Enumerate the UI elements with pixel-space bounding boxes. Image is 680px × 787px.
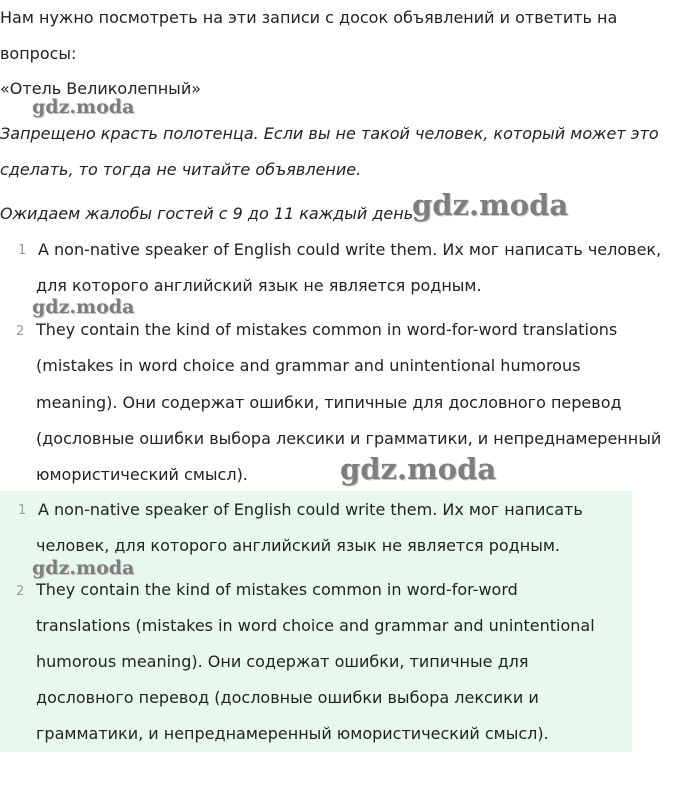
- watermark: gdz.moda: [340, 452, 497, 486]
- notice-line-1: Запрещено красть полотенца. Если вы не такой человек, который может это: [0, 124, 659, 143]
- watermark: gdz.moda: [32, 296, 135, 318]
- answer-number: 2: [16, 584, 25, 599]
- watermark: gdz.moda: [32, 96, 135, 118]
- hotel-name: «Отель Великолепный»: [0, 79, 201, 98]
- notice-line-2: сделать, то тогда не читайте объявление.: [0, 160, 362, 179]
- notice-line-3: Ожидаем жалобы гостей с 9 до 11 каждый день.: [0, 204, 419, 223]
- answer-2-line-2: translations (mistakes in word choice and grammar and unintentional: [36, 616, 595, 635]
- watermark: gdz.moda: [32, 557, 135, 579]
- answer-1-line-1: A non-native speaker of English could write them. Их мог написать человек,: [38, 240, 662, 259]
- answer-2-line-1: They contain the kind of mistakes common in word-for-word translations: [36, 320, 618, 339]
- answer-2-line-5: грамматики, и непреднамеренный юмористический смысл).: [36, 724, 549, 743]
- intro-line-2: вопросы:: [0, 44, 77, 63]
- answer-2-line-3: humorous meaning). Они содержат ошибки, типичные для: [36, 652, 529, 671]
- answer-1-line-2: человек, для которого английский язык не является родным.: [36, 536, 560, 555]
- answer-1-line-1: A non-native speaker of English could write them. Их мог написать: [38, 500, 583, 519]
- answer-2-line-1: They contain the kind of mistakes common in word-for-word: [36, 580, 518, 599]
- answer-2-line-3: meaning). Они содержат ошибки, типичные для дословного перевод: [36, 393, 622, 412]
- answer-number: 1: [18, 503, 27, 518]
- answer-1-line-2: для которого английский язык не является родным.: [36, 276, 482, 295]
- intro-line-1: Нам нужно посмотреть на эти записи с досок объявлений и ответить на: [0, 8, 618, 27]
- answer-2-line-2: (mistakes in word choice and grammar and unintentional humorous: [36, 356, 581, 375]
- answer-2-line-4: дословного перевод (дословные ошибки выбора лексики и: [36, 688, 539, 707]
- watermark: gdz.moda: [412, 188, 569, 222]
- answer-number: 1: [18, 243, 27, 258]
- answer-2-line-4: (дословные ошибки выбора лексики и грамматики, и непреднамеренный: [36, 429, 662, 448]
- answer-2-line-5: юмористический смысл).: [36, 465, 248, 484]
- answer-number: 2: [16, 324, 25, 339]
